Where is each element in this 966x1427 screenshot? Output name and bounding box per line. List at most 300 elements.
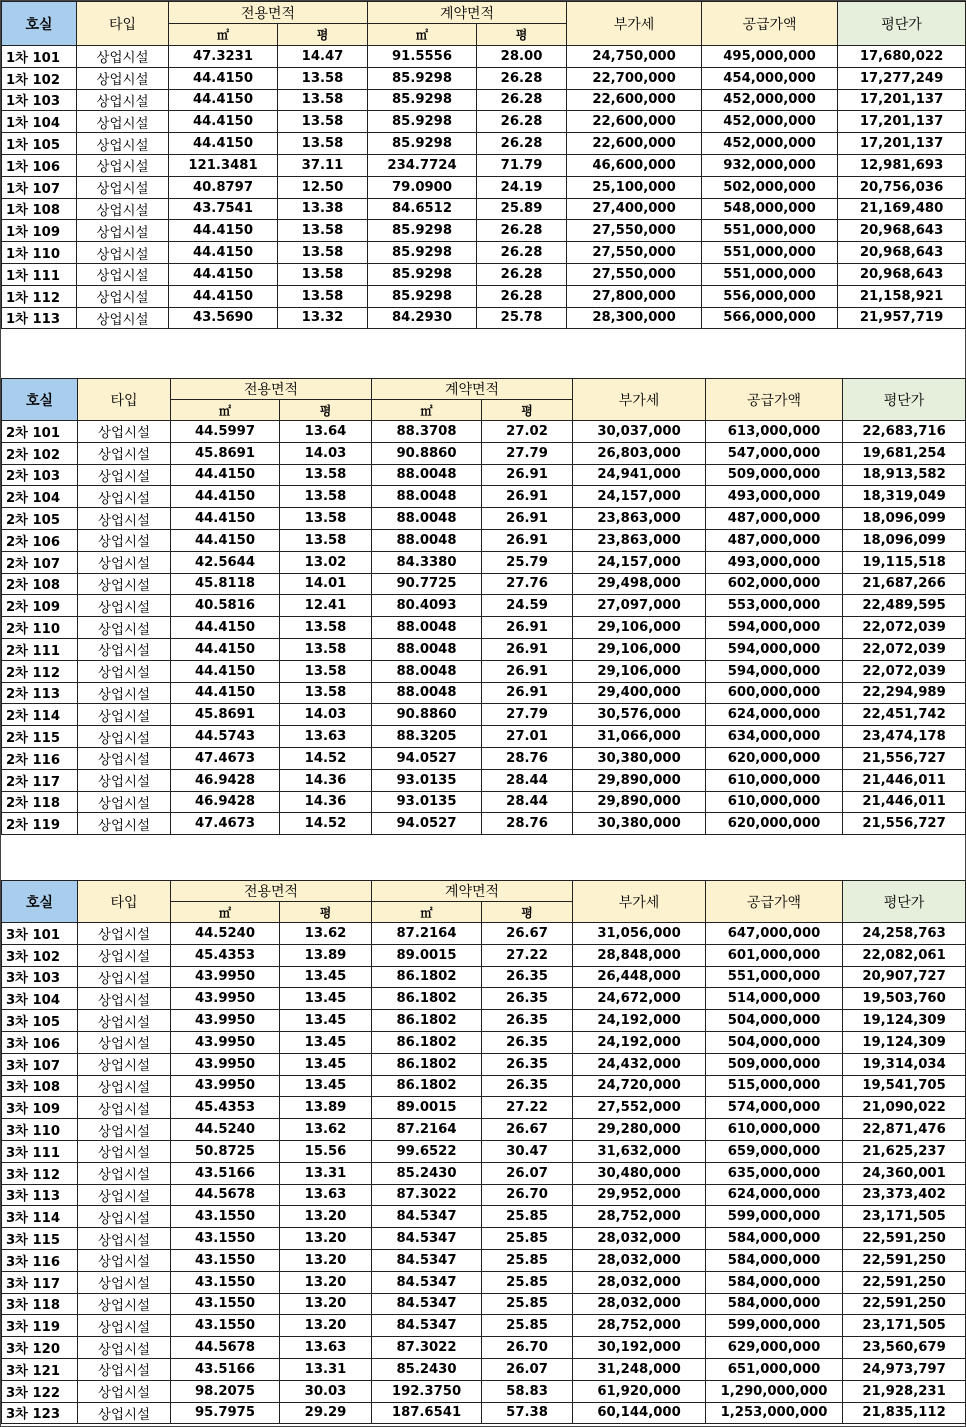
table-row [2, 176, 966, 198]
contract-area-pyeong: 26.28 [477, 220, 567, 242]
unit-type: 상업시설 [78, 508, 171, 530]
unit-type: 상업시설 [77, 154, 169, 176]
exclusive-area-pyeong: 37.11 [278, 154, 368, 176]
room-number: 3차 105 [2, 1010, 78, 1032]
price-per-pyeong: 19,541,705 [843, 1075, 966, 1097]
room-number: 3차 114 [2, 1206, 78, 1228]
contract-area-sqm: 84.6512 [368, 198, 477, 220]
room-number: 2차 111 [2, 638, 78, 660]
exclusive-area-sqm: 43.9950 [171, 1075, 280, 1097]
price-per-pyeong: 12,981,693 [838, 154, 966, 176]
price-per-pyeong: 19,681,254 [843, 442, 966, 464]
unit-type: 상업시설 [78, 813, 171, 835]
exclusive-area-pyeong: 13.20 [280, 1228, 372, 1250]
unit-type: 상업시설 [78, 1358, 171, 1380]
table-row [2, 1271, 966, 1293]
price-table-phase-2 [1, 378, 966, 835]
table-row [2, 660, 966, 682]
vat-amount: 27,550,000 [567, 220, 702, 242]
exclusive-area-pyeong: 13.31 [280, 1162, 372, 1184]
exclusive-area-sqm: 43.9950 [171, 966, 280, 988]
exclusive-area-sqm: 40.5816 [171, 595, 280, 617]
vat-amount: 23,863,000 [573, 529, 706, 551]
supply-price: 504,000,000 [706, 1031, 843, 1053]
contract-area-pyeong: 25.85 [482, 1293, 573, 1315]
price-per-pyeong: 19,503,760 [843, 988, 966, 1010]
unit-type: 상업시설 [78, 1293, 171, 1315]
supply-price: 594,000,000 [706, 617, 843, 639]
exclusive-area-sqm: 45.8691 [171, 442, 280, 464]
unit-type: 상업시설 [78, 638, 171, 660]
contract-area-pyeong: 26.28 [477, 67, 567, 89]
exclusive-area-sqm: 98.2075 [171, 1380, 280, 1402]
table-row [2, 89, 966, 111]
price-per-pyeong: 22,591,250 [843, 1249, 966, 1271]
price-per-pyeong: 23,373,402 [843, 1184, 966, 1206]
exclusive-area-pyeong: 13.58 [280, 617, 372, 639]
price-per-pyeong: 22,072,039 [843, 617, 966, 639]
unit-type: 상업시설 [78, 966, 171, 988]
contract-area-pyeong: 28.44 [482, 769, 573, 791]
contract-area-pyeong: 26.91 [482, 508, 573, 530]
contract-area-sqm: 90.8860 [372, 442, 482, 464]
unit-type: 상업시설 [78, 1337, 171, 1359]
unit-type: 상업시설 [78, 1206, 171, 1228]
price-per-pyeong: 18,096,099 [843, 508, 966, 530]
supply-price: 594,000,000 [706, 638, 843, 660]
supply-price: 502,000,000 [702, 176, 838, 198]
price-per-pyeong: 21,169,480 [838, 198, 966, 220]
header-exclusive-sqm: ㎡ [171, 902, 280, 923]
supply-price: 610,000,000 [706, 1119, 843, 1141]
room-number: 2차 119 [2, 813, 78, 835]
room-number: 2차 101 [2, 421, 78, 443]
header-contract-pyeong: 평 [482, 902, 573, 923]
vat-amount: 24,750,000 [567, 46, 702, 68]
contract-area-pyeong: 27.22 [482, 944, 573, 966]
contract-area-sqm: 84.2930 [368, 307, 477, 329]
table-row [2, 551, 966, 573]
supply-price: 599,000,000 [706, 1206, 843, 1228]
supply-price: 556,000,000 [702, 285, 838, 307]
header-room: 호실 [2, 379, 78, 421]
contract-area-pyeong: 28.00 [477, 46, 567, 68]
contract-area-sqm: 86.1802 [372, 966, 482, 988]
exclusive-area-pyeong: 13.63 [280, 1337, 372, 1359]
contract-area-sqm: 85.9298 [368, 111, 477, 133]
contract-area-sqm: 187.6541 [372, 1402, 482, 1424]
table-row [2, 442, 966, 464]
room-number: 3차 104 [2, 988, 78, 1010]
price-per-pyeong: 22,591,250 [843, 1228, 966, 1250]
price-per-pyeong: 20,968,643 [838, 242, 966, 264]
contract-area-sqm: 87.3022 [372, 1337, 482, 1359]
unit-type: 상업시설 [78, 747, 171, 769]
exclusive-area-sqm: 46.9428 [171, 769, 280, 791]
table-row [2, 769, 966, 791]
header-price-per-pyeong: 평단가 [843, 881, 966, 923]
contract-area-pyeong: 27.79 [482, 442, 573, 464]
table-row [2, 682, 966, 704]
vat-amount: 27,552,000 [573, 1097, 706, 1119]
contract-area-pyeong: 30.47 [482, 1140, 573, 1162]
room-number: 3차 116 [2, 1249, 78, 1271]
exclusive-area-sqm: 43.1550 [171, 1206, 280, 1228]
contract-area-pyeong: 26.28 [477, 111, 567, 133]
contract-area-pyeong: 26.91 [482, 529, 573, 551]
contract-area-pyeong: 25.85 [482, 1315, 573, 1337]
unit-type: 상업시설 [78, 1184, 171, 1206]
vat-amount: 25,100,000 [567, 176, 702, 198]
vat-amount: 60,144,000 [573, 1402, 706, 1424]
exclusive-area-sqm: 44.4150 [171, 660, 280, 682]
header-type: 타입 [78, 881, 171, 923]
table-row [2, 747, 966, 769]
exclusive-area-pyeong: 13.32 [278, 307, 368, 329]
exclusive-area-sqm: 42.5644 [171, 551, 280, 573]
vat-amount: 28,752,000 [573, 1206, 706, 1228]
exclusive-area-pyeong: 13.58 [278, 67, 368, 89]
price-per-pyeong: 19,124,309 [843, 1031, 966, 1053]
supply-price: 624,000,000 [706, 704, 843, 726]
contract-area-pyeong: 27.02 [482, 421, 573, 443]
vat-amount: 31,066,000 [573, 726, 706, 748]
exclusive-area-sqm: 44.4150 [171, 638, 280, 660]
header-supply-price: 공급가액 [706, 379, 843, 421]
supply-price: 504,000,000 [706, 1010, 843, 1032]
room-number: 3차 107 [2, 1053, 78, 1075]
room-number: 2차 109 [2, 595, 78, 617]
contract-area-sqm: 88.0048 [372, 464, 482, 486]
contract-area-sqm: 93.0135 [372, 769, 482, 791]
header-type: 타입 [77, 2, 169, 46]
vat-amount: 29,890,000 [573, 769, 706, 791]
room-number: 3차 121 [2, 1358, 78, 1380]
contract-area-sqm: 80.4093 [372, 595, 482, 617]
exclusive-area-sqm: 44.4150 [169, 263, 278, 285]
contract-area-sqm: 94.0527 [372, 747, 482, 769]
room-number: 1차 102 [2, 67, 77, 89]
exclusive-area-sqm: 44.4150 [171, 464, 280, 486]
price-per-pyeong: 23,560,679 [843, 1337, 966, 1359]
contract-area-sqm: 85.9298 [368, 285, 477, 307]
contract-area-pyeong: 26.35 [482, 1031, 573, 1053]
supply-price: 659,000,000 [706, 1140, 843, 1162]
exclusive-area-pyeong: 13.58 [280, 486, 372, 508]
table-row [2, 529, 966, 551]
table-row [2, 1293, 966, 1315]
exclusive-area-pyeong: 13.58 [280, 638, 372, 660]
table-row [2, 1010, 966, 1032]
table-row [2, 486, 966, 508]
exclusive-area-pyeong: 14.52 [280, 747, 372, 769]
price-per-pyeong: 22,683,716 [843, 421, 966, 443]
room-number: 2차 116 [2, 747, 78, 769]
vat-amount: 24,941,000 [573, 464, 706, 486]
supply-price: 452,000,000 [702, 133, 838, 155]
exclusive-area-pyeong: 13.62 [280, 1119, 372, 1141]
table-row [2, 220, 966, 242]
supply-price: 584,000,000 [706, 1271, 843, 1293]
exclusive-area-pyeong: 13.58 [278, 220, 368, 242]
contract-area-sqm: 85.9298 [368, 89, 477, 111]
contract-area-sqm: 234.7724 [368, 154, 477, 176]
contract-area-sqm: 88.0048 [372, 660, 482, 682]
contract-area-sqm: 90.7725 [372, 573, 482, 595]
room-number: 2차 105 [2, 508, 78, 530]
exclusive-area-sqm: 43.5166 [171, 1358, 280, 1380]
table-row [2, 1075, 966, 1097]
room-number: 2차 110 [2, 617, 78, 639]
room-number: 1차 105 [2, 133, 77, 155]
vat-amount: 30,380,000 [573, 747, 706, 769]
exclusive-area-pyeong: 13.45 [280, 988, 372, 1010]
price-per-pyeong: 21,446,011 [843, 769, 966, 791]
exclusive-area-sqm: 40.8797 [169, 176, 278, 198]
contract-area-pyeong: 27.01 [482, 726, 573, 748]
unit-type: 상업시설 [78, 486, 171, 508]
table-row [2, 791, 966, 813]
table-row [2, 111, 966, 133]
supply-price: 454,000,000 [702, 67, 838, 89]
table-row [2, 944, 966, 966]
exclusive-area-sqm: 95.7975 [171, 1402, 280, 1424]
exclusive-area-sqm: 43.9950 [171, 988, 280, 1010]
price-per-pyeong: 21,928,231 [843, 1380, 966, 1402]
supply-price: 515,000,000 [706, 1075, 843, 1097]
supply-price: 548,000,000 [702, 198, 838, 220]
price-per-pyeong: 22,591,250 [843, 1293, 966, 1315]
supply-price: 599,000,000 [706, 1315, 843, 1337]
price-per-pyeong: 17,201,137 [838, 111, 966, 133]
contract-area-pyeong: 25.85 [482, 1249, 573, 1271]
contract-area-pyeong: 25.78 [477, 307, 567, 329]
exclusive-area-sqm: 44.4150 [169, 89, 278, 111]
room-number: 1차 107 [2, 176, 77, 198]
price-per-pyeong: 19,115,518 [843, 551, 966, 573]
supply-price: 509,000,000 [706, 1053, 843, 1075]
contract-area-pyeong: 26.28 [477, 263, 567, 285]
supply-price: 553,000,000 [706, 595, 843, 617]
exclusive-area-sqm: 44.4150 [171, 682, 280, 704]
exclusive-area-pyeong: 13.20 [280, 1271, 372, 1293]
unit-type: 상업시설 [78, 726, 171, 748]
exclusive-area-sqm: 43.5166 [171, 1162, 280, 1184]
header-exclusive-area: 전용면적 [171, 881, 372, 902]
table-row [2, 307, 966, 329]
unit-type: 상업시설 [78, 988, 171, 1010]
unit-type: 상업시설 [78, 421, 171, 443]
contract-area-pyeong: 26.91 [482, 617, 573, 639]
vat-amount: 27,097,000 [573, 595, 706, 617]
vat-amount: 30,380,000 [573, 813, 706, 835]
contract-area-sqm: 87.3022 [372, 1184, 482, 1206]
vat-amount: 27,550,000 [567, 242, 702, 264]
exclusive-area-pyeong: 15.56 [280, 1140, 372, 1162]
header-exclusive-sqm: ㎡ [171, 400, 280, 421]
vat-amount: 28,848,000 [573, 944, 706, 966]
unit-type: 상업시설 [77, 89, 169, 111]
unit-type: 상업시설 [77, 133, 169, 155]
room-number: 2차 104 [2, 486, 78, 508]
contract-area-sqm: 88.3205 [372, 726, 482, 748]
price-per-pyeong: 18,913,582 [843, 464, 966, 486]
contract-area-pyeong: 26.28 [477, 89, 567, 111]
supply-price: 495,000,000 [702, 46, 838, 68]
price-per-pyeong: 22,294,989 [843, 682, 966, 704]
exclusive-area-sqm: 44.5240 [171, 923, 280, 945]
exclusive-area-sqm: 47.3231 [169, 46, 278, 68]
table-row [2, 1097, 966, 1119]
contract-area-pyeong: 26.91 [482, 660, 573, 682]
table-row [2, 988, 966, 1010]
contract-area-pyeong: 71.79 [477, 154, 567, 176]
contract-area-sqm: 86.1802 [372, 1010, 482, 1032]
supply-price: 651,000,000 [706, 1358, 843, 1380]
header-exclusive-sqm: ㎡ [169, 24, 278, 46]
exclusive-area-sqm: 121.3481 [169, 154, 278, 176]
price-per-pyeong: 21,835,112 [843, 1402, 966, 1424]
room-number: 2차 107 [2, 551, 78, 573]
exclusive-area-pyeong: 13.58 [278, 89, 368, 111]
contract-area-pyeong: 26.67 [482, 923, 573, 945]
contract-area-pyeong: 26.91 [482, 486, 573, 508]
header-exclusive-pyeong: 평 [280, 400, 372, 421]
unit-type: 상업시설 [77, 176, 169, 198]
price-per-pyeong: 22,451,742 [843, 704, 966, 726]
contract-area-sqm: 88.0048 [372, 638, 482, 660]
exclusive-area-pyeong: 13.89 [280, 1097, 372, 1119]
supply-price: 551,000,000 [702, 220, 838, 242]
table-row [2, 508, 966, 530]
unit-type: 상업시설 [78, 791, 171, 813]
exclusive-area-pyeong: 13.45 [280, 1031, 372, 1053]
exclusive-area-pyeong: 14.36 [280, 791, 372, 813]
exclusive-area-sqm: 44.4150 [171, 617, 280, 639]
contract-area-sqm: 99.6522 [372, 1140, 482, 1162]
supply-price: 566,000,000 [702, 307, 838, 329]
room-number: 3차 110 [2, 1119, 78, 1141]
supply-price: 514,000,000 [706, 988, 843, 1010]
exclusive-area-pyeong: 12.41 [280, 595, 372, 617]
table-row [2, 1337, 966, 1359]
unit-type: 상업시설 [78, 1249, 171, 1271]
contract-area-pyeong: 26.91 [482, 638, 573, 660]
exclusive-area-sqm: 43.1550 [171, 1228, 280, 1250]
contract-area-pyeong: 26.35 [482, 1010, 573, 1032]
vat-amount: 30,192,000 [573, 1337, 706, 1359]
room-number: 2차 112 [2, 660, 78, 682]
supply-price: 1,253,000,000 [706, 1402, 843, 1424]
vat-amount: 61,920,000 [573, 1380, 706, 1402]
unit-type: 상업시설 [78, 551, 171, 573]
unit-type: 상업시설 [78, 529, 171, 551]
header-type: 타입 [78, 379, 171, 421]
contract-area-sqm: 93.0135 [372, 791, 482, 813]
unit-type: 상업시설 [78, 442, 171, 464]
exclusive-area-pyeong: 13.58 [278, 285, 368, 307]
exclusive-area-sqm: 44.4150 [169, 133, 278, 155]
table-row [2, 726, 966, 748]
exclusive-area-pyeong: 13.20 [280, 1249, 372, 1271]
room-number: 3차 106 [2, 1031, 78, 1053]
header-contract-sqm: ㎡ [372, 400, 482, 421]
contract-area-pyeong: 25.89 [477, 198, 567, 220]
exclusive-area-pyeong: 13.58 [280, 660, 372, 682]
vat-amount: 29,106,000 [573, 617, 706, 639]
exclusive-area-pyeong: 13.62 [280, 923, 372, 945]
vat-amount: 26,803,000 [573, 442, 706, 464]
table-row [2, 813, 966, 835]
vat-amount: 31,632,000 [573, 1140, 706, 1162]
contract-area-sqm: 84.5347 [372, 1271, 482, 1293]
vat-amount: 29,952,000 [573, 1184, 706, 1206]
room-number: 3차 108 [2, 1075, 78, 1097]
unit-type: 상업시설 [78, 923, 171, 945]
table-row [2, 242, 966, 264]
unit-type: 상업시설 [78, 1380, 171, 1402]
exclusive-area-pyeong: 13.58 [278, 242, 368, 264]
exclusive-area-pyeong: 13.20 [280, 1293, 372, 1315]
vat-amount: 24,192,000 [573, 1031, 706, 1053]
price-per-pyeong: 22,072,039 [843, 660, 966, 682]
header-contract-pyeong: 평 [477, 24, 567, 46]
exclusive-area-pyeong: 29.29 [280, 1402, 372, 1424]
contract-area-sqm: 88.3708 [372, 421, 482, 443]
room-number: 1차 111 [2, 263, 77, 285]
vat-amount: 30,576,000 [573, 704, 706, 726]
price-per-pyeong: 17,201,137 [838, 133, 966, 155]
header-supply-price: 공급가액 [706, 881, 843, 923]
vat-amount: 26,448,000 [573, 966, 706, 988]
exclusive-area-sqm: 43.7541 [169, 198, 278, 220]
unit-type: 상업시설 [78, 769, 171, 791]
header-exclusive-pyeong: 평 [278, 24, 368, 46]
table-row [2, 1140, 966, 1162]
vat-amount: 24,157,000 [573, 486, 706, 508]
table-row [2, 1380, 966, 1402]
supply-price: 1,290,000,000 [706, 1380, 843, 1402]
contract-area-pyeong: 25.85 [482, 1228, 573, 1250]
exclusive-area-pyeong: 14.47 [278, 46, 368, 68]
table-row [2, 1184, 966, 1206]
contract-area-sqm: 88.0048 [372, 617, 482, 639]
table-row [2, 573, 966, 595]
contract-area-pyeong: 26.70 [482, 1184, 573, 1206]
exclusive-area-sqm: 44.4150 [169, 242, 278, 264]
contract-area-sqm: 90.8860 [372, 704, 482, 726]
room-number: 3차 103 [2, 966, 78, 988]
room-number: 3차 112 [2, 1162, 78, 1184]
price-per-pyeong: 19,314,034 [843, 1053, 966, 1075]
contract-area-sqm: 85.9298 [368, 242, 477, 264]
unit-type: 상업시설 [77, 198, 169, 220]
exclusive-area-sqm: 46.9428 [171, 791, 280, 813]
supply-price: 602,000,000 [706, 573, 843, 595]
supply-price: 452,000,000 [702, 89, 838, 111]
room-number: 2차 103 [2, 464, 78, 486]
unit-type: 상업시설 [77, 285, 169, 307]
exclusive-area-pyeong: 13.58 [278, 263, 368, 285]
contract-area-pyeong: 25.79 [482, 551, 573, 573]
contract-area-sqm: 87.2164 [372, 1119, 482, 1141]
contract-area-pyeong: 26.07 [482, 1162, 573, 1184]
header-vat: 부가세 [573, 881, 706, 923]
vat-amount: 29,106,000 [573, 638, 706, 660]
exclusive-area-sqm: 43.1550 [171, 1249, 280, 1271]
vat-amount: 27,550,000 [567, 263, 702, 285]
table-row [2, 1228, 966, 1250]
